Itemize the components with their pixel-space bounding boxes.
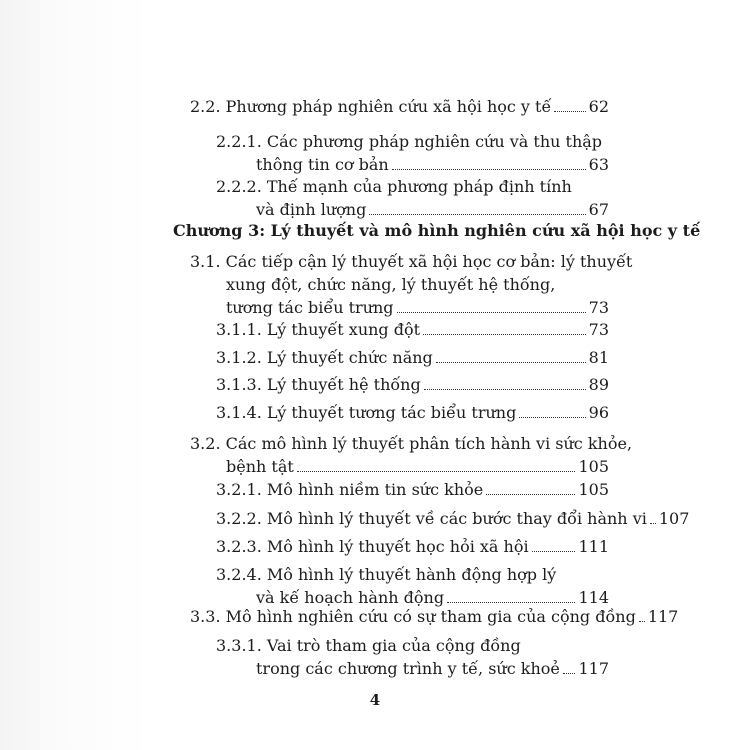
toc-entry-title: 3.3. Mô hình nghiên cứu có sự tham gia của cộng đồng — [190, 607, 636, 626]
toc-entry-2-2 — [190, 95, 609, 118]
toc-page-number: 111 — [578, 537, 609, 556]
toc-page-number: 62 — [588, 97, 609, 116]
toc-entry-3-2-4 — [216, 563, 609, 609]
toc-page-number: 63 — [588, 155, 609, 174]
toc-entry-3-2-1 — [216, 478, 609, 501]
toc-entry-3-1-4 — [216, 401, 609, 424]
toc-page-number: 67 — [588, 200, 609, 219]
toc-page-number: 73 — [588, 320, 609, 339]
toc-page-number: 81 — [588, 348, 609, 367]
toc-page-number: 89 — [588, 375, 609, 394]
toc-entry-title-cont: tương tác biểu trưng — [226, 298, 394, 317]
toc-entry-title-cont: và kế hoạch hành động — [256, 588, 445, 607]
toc-entry-title: 3.1. Các tiếp cận lý thuyết xã hội học cơ bản: lý thuyết — [190, 252, 633, 271]
toc-page-number: 117 — [647, 607, 679, 626]
toc-page-number: 96 — [588, 403, 609, 422]
toc-entry-2-2-1 — [216, 130, 609, 176]
toc-entry-title: 3.2. Các mô hình lý thuyết phân tích hành vi sức khỏe, — [190, 434, 633, 453]
toc-entry-title: 3.1.4. Lý thuyết tương tác biểu trưng — [216, 403, 517, 422]
toc-entry-3-2-3 — [216, 535, 609, 558]
toc-entry-title-cont: xung đột, chức năng, lý thuyết hệ thống, — [226, 275, 556, 294]
toc-entry-2-2-2 — [216, 175, 609, 221]
toc-page-number: 107 — [658, 509, 690, 528]
toc-entry-title-cont: thông tin cơ bản — [256, 155, 389, 174]
toc-page-number: 117 — [578, 659, 609, 678]
toc-entry-3-2-2 — [216, 507, 690, 530]
toc-page-number: 105 — [578, 480, 609, 499]
toc-entry-title-cont: bệnh tật — [226, 457, 294, 476]
toc-entry-3-1-2 — [216, 346, 609, 369]
toc-entry-title: 2.2. Phương pháp nghiên cứu xã hội học y tế — [190, 97, 552, 116]
toc-entry-title: 3.2.2. Mô hình lý thuyết về các bước thay đổi hành vi — [216, 509, 647, 528]
toc-entry-title-cont: trong các chương trình y tế, sức khoẻ — [256, 659, 560, 678]
toc-entry-title: 3.2.3. Mô hình lý thuyết học hỏi xã hội — [216, 537, 529, 556]
toc-entry-title: 3.1.3. Lý thuyết hệ thống — [216, 375, 421, 394]
page-number: 4 — [369, 691, 381, 709]
toc-entry-title: 2.2.1. Các phương pháp nghiên cứu và thu thập — [216, 132, 603, 151]
toc-entry-3-2 — [190, 432, 633, 478]
toc-entry-title-cont: và định lượng — [256, 200, 367, 219]
toc-entry-title: 2.2.2. Thế mạnh của phương pháp định tính — [216, 177, 572, 196]
toc-entry-3-3 — [190, 605, 679, 628]
toc-entry-3-1-1 — [216, 318, 609, 341]
toc-page-number: 105 — [578, 457, 609, 476]
toc-entry-title: 3.2.4. Mô hình lý thuyết hành động hợp lý — [216, 565, 557, 584]
chapter-heading: Chương 3: Lý thuyết và mô hình nghiên cứu xã hội học y tế — [173, 221, 701, 240]
toc-page-number: 114 — [578, 588, 609, 607]
toc-entry-3-1 — [190, 250, 633, 319]
toc-entry-title: 3.3.1. Vai trò tham gia của cộng đồng — [216, 636, 521, 655]
toc-entry-title: 3.1.1. Lý thuyết xung đột — [216, 320, 421, 339]
toc-entry-3-3-1 — [216, 634, 609, 680]
toc-entry-title: 3.2.1. Mô hình niềm tin sức khỏe — [216, 480, 484, 499]
toc-page-number: 73 — [588, 298, 609, 317]
toc-entry-title: 3.1.2. Lý thuyết chức năng — [216, 348, 433, 367]
toc-entry-3-1-3 — [216, 373, 609, 396]
